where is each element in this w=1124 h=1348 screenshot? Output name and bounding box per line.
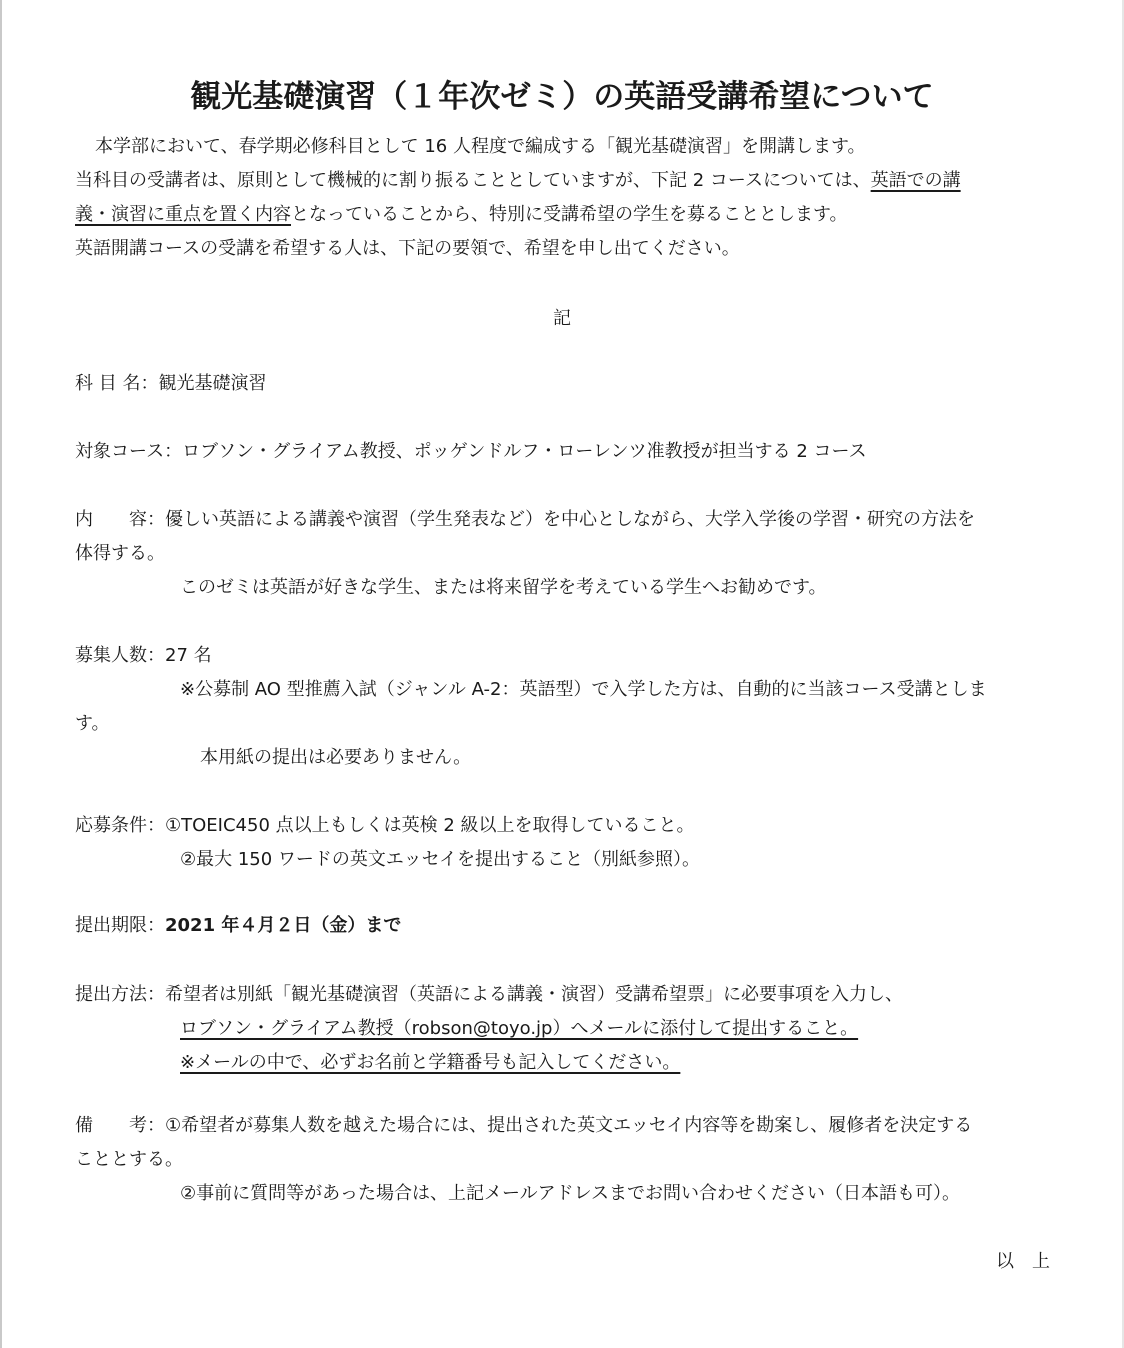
- method-line-3: ※メールの中で、必ずお名前と学籍番号も記入してください。: [180, 1052, 681, 1073]
- recruit-note-1: ※公募制 AO 型推薦入試（ジャンル A-2：英語型）で入学した方は、自動的に当該コース受講としま: [180, 679, 987, 700]
- subject-value: 観光基礎演習: [158, 373, 267, 394]
- method-line-1: 希望者は別紙「観光基礎演習（英語による講義・演習）受講希望票」に必要事項を入力し、: [165, 984, 903, 1005]
- content-label: 内 容：: [75, 509, 165, 530]
- recruit-value: 27 名: [165, 645, 212, 666]
- intro-line-2-text: 当科目の受講者は、原則として機械的に割り振ることとしていますが、下記 2 コースについては、: [75, 170, 871, 191]
- courses-label: 対象コース：: [75, 441, 183, 462]
- subject-row: [75, 375, 266, 393]
- method-row: [75, 986, 903, 1004]
- deadline-row: [75, 917, 401, 935]
- recruit-row: [75, 647, 212, 665]
- intro-emphasis-2: 義・演習に重点を置く内容: [75, 204, 291, 225]
- remarks-item-1-continuation: こととする。: [75, 1149, 183, 1170]
- document-title: 観光基礎演習（１年次ゼミ）の英語受講希望について: [190, 79, 934, 115]
- intro-line-4: 英語開講コースの受講を希望する人は、下記の要領で、希望を申し出てください。: [75, 238, 740, 259]
- content-value: 優しい英語による講義や演習（学生発表など）を中心としながら、大学入学後の学習・研究の方法を: [165, 509, 975, 530]
- intro-line-3-text: となっていることから、特別に受講希望の学生を募ることとします。: [291, 204, 848, 225]
- conditions-item-2: ②最大 150 ワードの英文エッセイを提出すること（別紙参照）。: [180, 849, 701, 870]
- remarks-row: [75, 1117, 972, 1135]
- content-row: [75, 511, 975, 529]
- conditions-row: [75, 817, 695, 835]
- conditions-label: 応募条件：: [75, 815, 165, 836]
- courses-value: ロブソン・グライアム教授、ポッゲンドルフ・ローレンツ准教授が担当する 2 コース: [182, 441, 867, 462]
- intro-emphasis-1: 英語での講: [870, 170, 961, 191]
- method-line-2: ロブソン・グライアム教授（robson@toyo.jp）へメールに添付して提出すること。: [180, 1018, 859, 1039]
- remarks-item-1: ①希望者が募集人数を越えた場合には、提出された英文エッセイ内容等を勘案し、履修者を決定する: [165, 1115, 973, 1136]
- recruit-note-2: 本用紙の提出は必要ありません。: [200, 747, 472, 768]
- method-label: 提出方法：: [75, 984, 165, 1005]
- intro-line-1: 本学部において、春学期必修科目として 16 人程度で編成する「観光基礎演習」を開講します。: [95, 136, 866, 157]
- remarks-label: 備 考：: [75, 1115, 165, 1136]
- intro-line-3: [75, 206, 848, 224]
- ki-heading: 記: [553, 308, 571, 329]
- closing-mark: 以 上: [996, 1251, 1050, 1272]
- subject-label: 科 目 名：: [75, 373, 159, 394]
- deadline-value: 2021 年４月２日（金）まで: [165, 915, 402, 936]
- deadline-label: 提出期限：: [75, 915, 165, 936]
- recruit-label: 募集人数：: [75, 645, 165, 666]
- remarks-item-2: ②事前に質問等があった場合は、上記メールアドレスまでお問い合わせください（日本語も可）。: [180, 1183, 961, 1204]
- page-left-edge: [0, 0, 2, 1348]
- intro-line-2: [75, 172, 961, 190]
- conditions-item-1: ①TOEIC450 点以上もしくは英検 2 級以上を取得していること。: [165, 815, 695, 836]
- courses-row: [75, 443, 867, 461]
- content-note: このゼミは英語が好きな学生、または将来留学を考えている学生へお勧めです。: [180, 577, 827, 598]
- recruit-note-1-continuation: す。: [75, 713, 110, 734]
- content-continuation: 体得する。: [75, 543, 165, 564]
